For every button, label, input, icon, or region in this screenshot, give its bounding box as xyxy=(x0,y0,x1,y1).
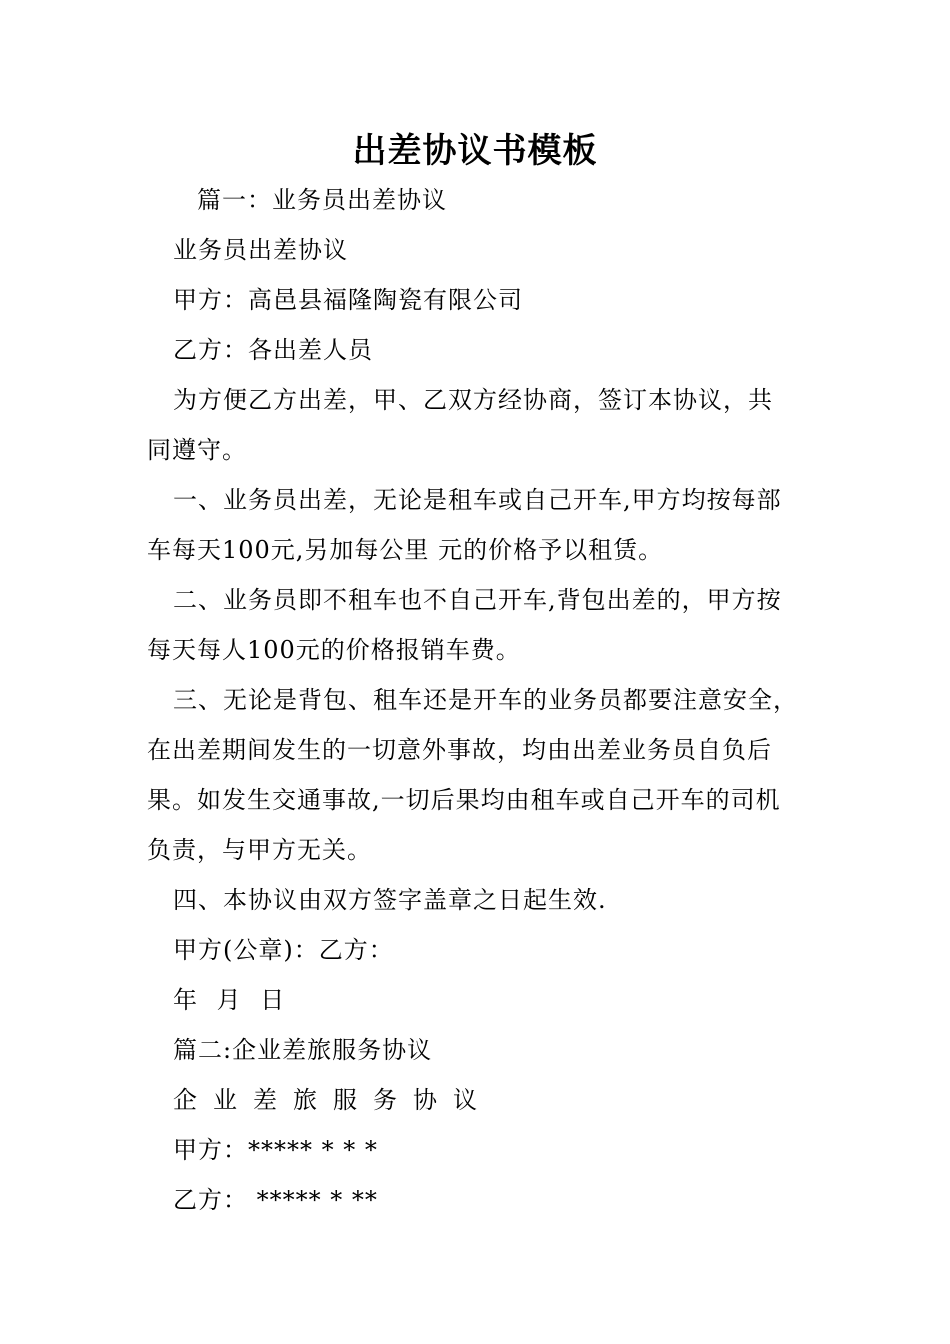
clause-1-line-2: 车每天100元,另加每公里 元的价格予以租赁。 xyxy=(147,536,664,564)
clause-2-line-1: 二、业务员即不租车也不自己开车,背包出差的，甲方按 xyxy=(173,586,782,614)
party-a-line-2: 甲方：***** * * * xyxy=(173,1136,378,1164)
party-b-line: 乙方：各出差人员 xyxy=(173,336,373,364)
date-line: 年 月 日 xyxy=(173,986,291,1014)
clause-3-line-4: 负责，与甲方无关。 xyxy=(147,836,372,864)
agreement-title-1: 业务员出差协议 xyxy=(173,236,348,264)
clause-4-line: 四、本协议由双方签字盖章之日起生效. xyxy=(173,886,607,914)
section-heading-2: 篇二:企业差旅服务协议 xyxy=(173,1036,433,1064)
preamble-line-2: 同遵守。 xyxy=(147,436,247,464)
clause-3-line-3: 果。如发生交通事故,一切后果均由租车或自己开车的司机 xyxy=(147,786,781,814)
party-b-line-2: 乙方： ***** * ** xyxy=(173,1186,378,1214)
section-heading-1: 篇一：业务员出差协议 xyxy=(197,186,447,214)
agreement-title-2: 企业差旅服务协议 xyxy=(173,1086,493,1114)
party-a-line: 甲方：高邑县福隆陶瓷有限公司 xyxy=(173,286,523,314)
preamble-line-1: 为方便乙方出差，甲、乙双方经协商，签订本协议，共 xyxy=(173,386,773,414)
signature-line: 甲方(公章)：乙方： xyxy=(173,936,394,964)
clause-3-line-2: 在出差期间发生的一切意外事故，均由出差业务员自负后 xyxy=(147,736,772,764)
clause-2-line-2: 每天每人100元的价格报销车费。 xyxy=(147,636,521,664)
document-title: 出差协议书模板 xyxy=(352,131,598,171)
clause-1-line-1: 一、业务员出差，无论是租车或自己开车,甲方均按每部 xyxy=(173,486,782,514)
clause-3-line-1: 三、无论是背包、租车还是开车的业务员都要注意安全， xyxy=(173,686,798,714)
